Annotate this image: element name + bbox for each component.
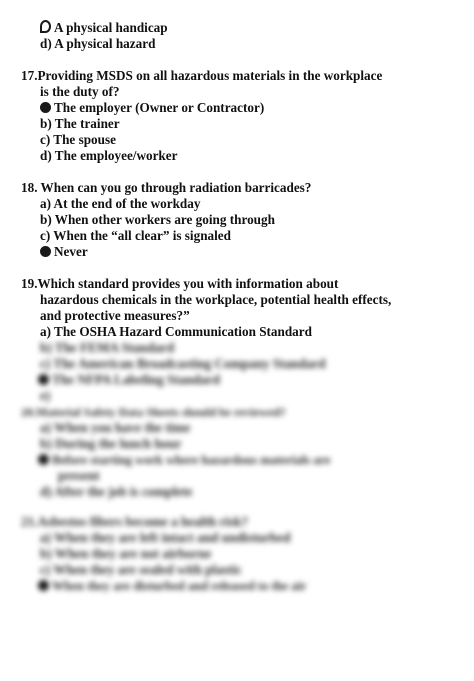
q19-option-e: e) xyxy=(40,388,51,403)
q17-option-a xyxy=(40,100,264,116)
q19-question-line2: hazardous chemicals in the workplace, potential health effects, xyxy=(40,292,392,307)
q17-option-b: b) The trainer xyxy=(40,116,120,131)
q19-option-d-text: The NFPA Labeling Standard xyxy=(52,372,220,387)
q17-question-line1: 17.Providing MSDS on all hazardous materials in the workplace xyxy=(21,68,383,83)
answer-mark-icon xyxy=(40,20,51,33)
answer-mark-icon xyxy=(40,246,51,257)
q18-option-d xyxy=(40,244,88,260)
q18-option-d-text: Never xyxy=(54,244,88,259)
q21-option-a: a) When they are left intact and undisturbed xyxy=(40,530,291,545)
q16-option-c xyxy=(40,20,168,36)
q20-option-c-text: Before starting work where hazardous materials are xyxy=(52,453,331,467)
q20-option-d: d) After the job is complete xyxy=(40,484,193,499)
q19-option-c: c) The American Broadcasting Company Standard xyxy=(40,356,326,371)
q16-option-c-text: A physical handicap xyxy=(54,20,168,35)
q20-option-a: a) When you have the time xyxy=(40,420,191,435)
q17-question-line2: is the duty of? xyxy=(40,84,120,99)
answer-mark-icon xyxy=(38,580,49,591)
q19-option-d xyxy=(38,372,220,388)
q21-option-c: c) When they are sealed with plastic xyxy=(40,562,242,577)
q18-question: 18. When can you go through radiation barricades? xyxy=(21,180,312,195)
answer-mark-icon xyxy=(38,454,49,465)
answer-mark-icon xyxy=(38,374,49,385)
q18-option-b: b) When other workers are going through xyxy=(40,212,275,227)
q20-option-c xyxy=(38,452,330,468)
q19-option-a: a) The OSHA Hazard Communication Standard xyxy=(40,324,312,339)
q18-option-a: a) At the end of the workday xyxy=(40,196,201,211)
q19-question-line3: and protective measures?” xyxy=(40,308,190,323)
q17-option-c: c) The spouse xyxy=(40,132,116,147)
q21-option-d xyxy=(38,578,306,594)
q21-option-d-text: When they are disturbed and released to the air xyxy=(52,579,307,593)
q19-option-b: b) The FEMA Standard xyxy=(40,340,175,355)
q20-option-c-continued: present xyxy=(58,468,100,483)
q19-question-line1: 19.Which standard provides you with information about xyxy=(21,276,339,291)
answer-mark-icon xyxy=(40,102,51,113)
q16-option-d: d) A physical hazard xyxy=(40,36,156,51)
q21-question: 21.Asbestos fibers become a health risk? xyxy=(21,514,249,529)
q18-option-c: c) When the “all clear” is signaled xyxy=(40,228,231,243)
q17-option-a-text: The employer (Owner or Contractor) xyxy=(54,100,265,115)
q20-question: 20.Material Safety Data Sheets should be reviewed? xyxy=(21,405,286,419)
q17-option-d: d) The employee/worker xyxy=(40,148,178,163)
q20-option-b: b) During the lunch hour xyxy=(40,436,182,451)
q21-option-b: b) When they are not airborne xyxy=(40,546,212,561)
